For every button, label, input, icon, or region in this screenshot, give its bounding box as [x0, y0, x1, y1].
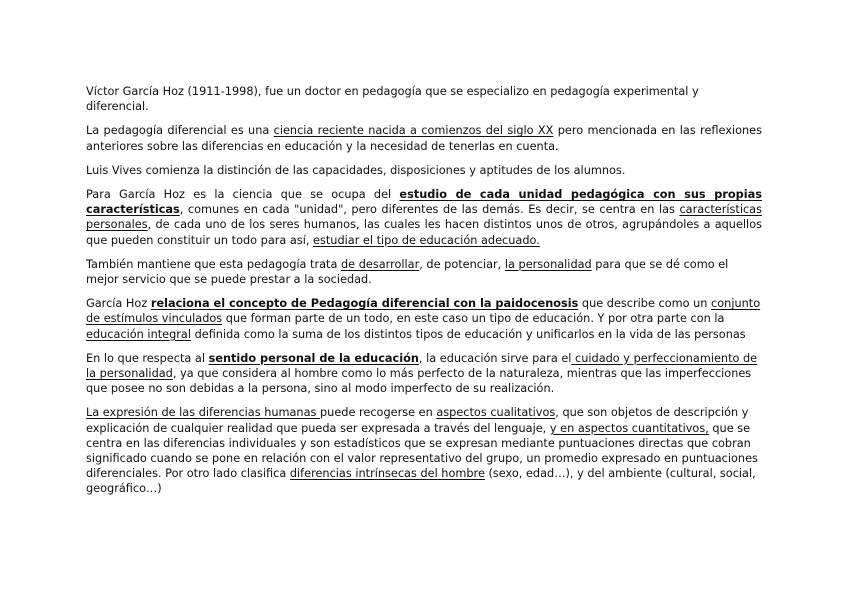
text-run: pero mencionada en las reflexiones anteriores sobre las diferencias en educación y la necesidad de tenerlas en cuenta.: [86, 124, 762, 153]
paragraph-1: [86, 84, 762, 114]
text-run: que describe como un: [578, 297, 712, 311]
text-run: También mantiene que esta pedagogía trata: [86, 257, 341, 271]
text-run: , que son objetos de descripción y explicación de cualquier realidad que pueda ser expresada a través del lenguaje,: [86, 406, 749, 435]
underlined-text: aspectos cualitativos: [436, 406, 556, 420]
underlined-text: de desarrollar: [341, 257, 420, 271]
text-run: (sexo, edad…), y del ambiente (cultural, social, geográfico…): [86, 467, 756, 496]
underlined-text: estudiar el tipo de educación adecuado.: [313, 233, 540, 247]
paragraph-5: [86, 257, 762, 287]
text-run: García Hoz: [86, 297, 151, 311]
underlined-text: características personales: [86, 203, 762, 232]
text-run: Luis Vives comienza la distinción de las capacidades, disposiciones y aptitudes de los alumnos.: [86, 163, 626, 177]
underlined-text: La expresión de las diferencias humanas: [86, 406, 320, 420]
text-run: puede recogerse en: [320, 406, 437, 420]
underlined-text: cuidado y perfeccionamiento de la personalidad: [86, 351, 758, 381]
paragraph-8: [86, 405, 762, 496]
text-run: La pedagogía diferencial es una: [86, 124, 274, 138]
underlined-text: conjunto de estímulos vinculados: [86, 297, 761, 326]
text-run: para que se dé como el mejor servicio que se puede prestar a la sociedad.: [86, 257, 729, 287]
underlined-text: ciencia reciente nacida a comienzos del siglo XX: [273, 124, 554, 138]
text-run: Víctor García Hoz (1911-1998), fue un doctor en pedagogía que se especializo en pedagogía experimental y diferencial.: [86, 85, 699, 114]
paragraph-3: [86, 163, 762, 178]
bold-underlined-text: sentido personal de la educación: [208, 351, 419, 365]
text-run: , ya que considera al hombre como lo más perfecto de la naturaleza, mientras que las imperfecciones que posee no son debidas a la persona, sino al modo imperfecto de su realización.: [86, 367, 752, 396]
text-run: , comunes en cada "unidad", pero diferentes de las demás. Es decir, se centra en las: [179, 203, 680, 217]
text-run: , de cada uno de los seres humanos, las cuales les hacen distintos unos de otros, agrupándoles a aquellos que pueden constituir un todo para así,: [86, 218, 762, 247]
text-run: que forman parte de un todo, en este caso un tipo de educación. Y por otra parte con la: [222, 312, 725, 326]
underlined-text: y en aspectos cuantitativos,: [549, 421, 709, 435]
text-run: definida como la suma de los distintos tipos de educación y unificarlos en la vida de las personas: [190, 327, 746, 341]
underlined-text: diferencias intrínsecas del hombre: [289, 467, 485, 481]
text-run: Para García Hoz es la ciencia que se ocupa del: [86, 188, 400, 202]
text-run: que se centra en las diferencias individuales y son estadísticos que se expresan mediante puntuaciones directas que cobran significado cuando se pone en relación con el valor representativo del grupo, un promedio expresado en puntuaciones diferenciales. Por otro lado clasifica: [86, 421, 758, 481]
document-body: [86, 84, 762, 506]
underlined-text: la personalidad: [504, 257, 592, 271]
bold-underlined-text: estudio de cada unidad pedagógica con sus propias características: [86, 188, 762, 217]
text-run: , de potenciar,: [419, 257, 505, 271]
text-run: En lo que respecta al: [86, 351, 209, 365]
underlined-text: educación integral: [86, 327, 191, 341]
paragraph-2: [86, 123, 762, 153]
paragraph-4: [86, 187, 762, 248]
bold-underlined-text: relaciona el concepto de Pedagogía diferencial con la paidocenosis: [150, 297, 579, 311]
text-run: , la educación sirve para el: [418, 351, 572, 365]
paragraph-6: [86, 296, 762, 342]
paragraph-7: [86, 351, 762, 397]
